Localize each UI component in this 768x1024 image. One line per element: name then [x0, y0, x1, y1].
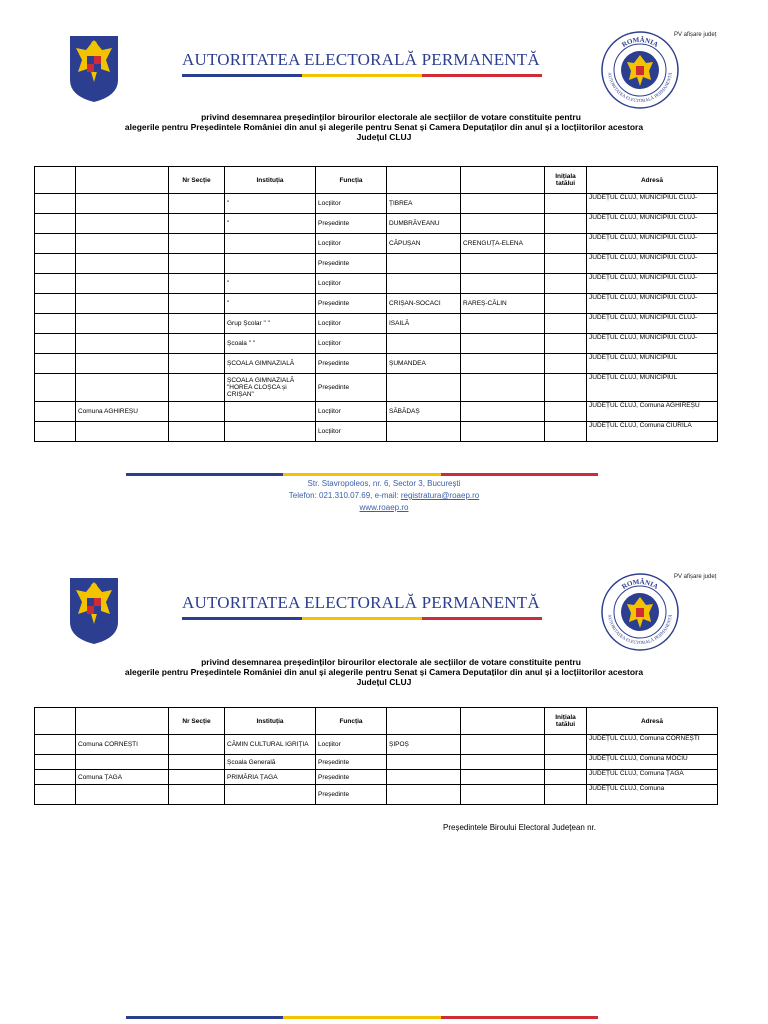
- column-header: Adresă: [587, 167, 718, 194]
- heading-line-1: privind desemnarea președinților birourilor electorale ale secțiilor de votare constituite pentru: [201, 657, 581, 667]
- table-cell: [35, 374, 76, 402]
- table-cell: JUDEȚUL CLUJ, MUNICIPIUL CLUJ-: [587, 234, 718, 254]
- table-row: [35, 274, 718, 294]
- column-header: Adresă: [587, 708, 718, 735]
- heading-line-2: alegerile pentru Președintele României din anul și alegerile pentru Senat și Camera Deputaților din anul și a locțiitorilor acestora: [124, 122, 644, 132]
- table-cell: [545, 214, 587, 234]
- table-row: [35, 294, 718, 314]
- footer-address: Str. Stavropoleos, nr. 6, Sector 3, București: [307, 479, 461, 488]
- heading-line-3: Județul CLUJ: [356, 132, 412, 142]
- table-cell: ȘIPOȘ: [387, 735, 461, 755]
- table-cell: [169, 334, 225, 354]
- table-cell: [169, 755, 225, 770]
- aep-seal-icon: [600, 572, 680, 652]
- table-cell: SĂBĂDAȘ: [387, 402, 461, 422]
- table-cell: ISAILĂ: [387, 314, 461, 334]
- table-cell: [76, 334, 169, 354]
- table-cell: JUDEȚUL CLUJ, Comuna ȚAGA: [587, 770, 718, 785]
- table-cell: Președinte: [316, 770, 387, 785]
- table-cell: [461, 402, 545, 422]
- table-cell: [76, 374, 169, 402]
- table-cell: JUDEȚUL CLUJ, MUNICIPIUL: [587, 374, 718, 402]
- table-cell: Locțiitor: [316, 274, 387, 294]
- column-header: Inițiala tatălui: [545, 708, 587, 735]
- table-cell: [545, 234, 587, 254]
- table-cell: [35, 214, 76, 234]
- table-row: [35, 314, 718, 334]
- table-cell: [545, 374, 587, 402]
- table-cell: Comuna CORNEȘTI: [76, 735, 169, 755]
- table-cell: [76, 254, 169, 274]
- table-cell: [225, 785, 316, 805]
- table-cell: [545, 254, 587, 274]
- table-cell: Locțiitor: [316, 314, 387, 334]
- table-cell: [387, 422, 461, 442]
- column-header: [76, 708, 169, 735]
- table-row: [35, 194, 718, 214]
- table-cell: ": [225, 274, 316, 294]
- table-header-row: [35, 708, 718, 735]
- table-cell: [461, 374, 545, 402]
- table-cell: Președinte: [316, 354, 387, 374]
- table-cell: [76, 354, 169, 374]
- table-cell: [461, 214, 545, 234]
- table-cell: [169, 214, 225, 234]
- table-cell: JUDEȚUL CLUJ, MUNICIPIUL CLUJ-: [587, 254, 718, 274]
- column-header: [461, 708, 545, 735]
- table-cell: JUDEȚUL CLUJ, MUNICIPIUL CLUJ-: [587, 274, 718, 294]
- table-cell: JUDEȚUL CLUJ, Comuna: [587, 785, 718, 805]
- table-cell: [545, 314, 587, 334]
- column-header: [387, 167, 461, 194]
- table-cell: [35, 354, 76, 374]
- svg-text:ROMÂNIA: [620, 36, 659, 49]
- table-cell: Președinte: [316, 294, 387, 314]
- table-cell: Președinte: [316, 374, 387, 402]
- table-cell: [169, 234, 225, 254]
- table-cell: [35, 735, 76, 755]
- table-cell: [76, 214, 169, 234]
- table-cell: [169, 402, 225, 422]
- table-cell: [545, 422, 587, 442]
- table-cell: [169, 254, 225, 274]
- table-cell: [545, 402, 587, 422]
- table-cell: Școala " ": [225, 334, 316, 354]
- footer-website-link[interactable]: www.roaep.ro: [359, 503, 409, 512]
- table-cell: [545, 755, 587, 770]
- table-cell: [35, 422, 76, 442]
- table-header-row: [35, 167, 718, 194]
- romania-coat-of-arms-icon: [68, 574, 120, 646]
- table-cell: JUDEȚUL CLUJ, MUNICIPIUL CLUJ-: [587, 214, 718, 234]
- column-header: [35, 708, 76, 735]
- table-cell: [169, 354, 225, 374]
- table-cell: [35, 755, 76, 770]
- table-cell: [169, 785, 225, 805]
- table-cell: [169, 194, 225, 214]
- aep-seal-icon: [600, 30, 680, 110]
- table-row: [35, 354, 718, 374]
- heading-line-3: Județul CLUJ: [356, 677, 412, 687]
- table-cell: [461, 785, 545, 805]
- table-cell: [76, 314, 169, 334]
- table-cell: Locțiitor: [316, 194, 387, 214]
- table-cell: [387, 785, 461, 805]
- table-cell: [169, 770, 225, 785]
- table-cell: [461, 334, 545, 354]
- svg-text:ROMÂNIA: [620, 578, 659, 591]
- document-heading: [0, 112, 768, 142]
- polling-stations-table-page-1: [34, 166, 718, 442]
- signature-label: Președintele Biroului Electoral Județean nr.: [443, 823, 596, 832]
- column-header: Nr Secție: [169, 708, 225, 735]
- column-header: [461, 167, 545, 194]
- table-row: [35, 735, 718, 755]
- table-cell: JUDEȚUL CLUJ, Comuna AGHIREȘU: [587, 402, 718, 422]
- table-cell: [461, 274, 545, 294]
- footer-contact: [0, 478, 768, 514]
- table-cell: [461, 254, 545, 274]
- table-row: [35, 755, 718, 770]
- table-cell: Grup Școlar " ": [225, 314, 316, 334]
- table-cell: [35, 334, 76, 354]
- table-cell: [225, 234, 316, 254]
- polling-stations-table-page-2: [34, 707, 718, 805]
- table-cell: [461, 354, 545, 374]
- table-cell: [76, 194, 169, 214]
- column-header: Funcția: [316, 167, 387, 194]
- column-header: Inițiala tatălui: [545, 167, 587, 194]
- table-cell: Președinte: [316, 785, 387, 805]
- table-cell: [76, 785, 169, 805]
- table-cell: JUDEȚUL CLUJ, MUNICIPIUL CLUJ-: [587, 334, 718, 354]
- tricolor-divider: [182, 617, 542, 620]
- tricolor-divider: [182, 74, 542, 77]
- table-cell: ": [225, 194, 316, 214]
- table-cell: [545, 785, 587, 805]
- table-cell: Președinte: [316, 214, 387, 234]
- table-cell: [225, 254, 316, 274]
- table-cell: [461, 770, 545, 785]
- column-header: Nr Secție: [169, 167, 225, 194]
- column-header: [35, 167, 76, 194]
- column-header: Instituția: [225, 167, 316, 194]
- table-cell: [169, 274, 225, 294]
- table-cell: Comuna ȚAGA: [76, 770, 169, 785]
- table-cell: [169, 374, 225, 402]
- table-cell: Președinte: [316, 254, 387, 274]
- heading-line-1: privind desemnarea președinților birourilor electorale ale secțiilor de votare constituite pentru: [201, 112, 581, 122]
- table-cell: [169, 422, 225, 442]
- romania-coat-of-arms-icon: [68, 32, 120, 104]
- table-cell: [387, 374, 461, 402]
- table-cell: [169, 294, 225, 314]
- table-row: [35, 214, 718, 234]
- heading-line-2: alegerile pentru Președintele României din anul și alegerile pentru Senat și Camera Deputaților din anul și a locțiitorilor acestora: [124, 667, 644, 677]
- table-cell: JUDEȚUL CLUJ, MUNICIPIUL: [587, 354, 718, 374]
- table-cell: JUDEȚUL CLUJ, Comuna CIURILA: [587, 422, 718, 442]
- table-cell: Locțiitor: [316, 402, 387, 422]
- table-cell: Locțiitor: [316, 735, 387, 755]
- table-cell: [35, 294, 76, 314]
- table-cell: [76, 274, 169, 294]
- seal-bottom-text: AUTORITATEA ELECTORALĂ PERMANENTĂ: [607, 72, 673, 104]
- table-cell: [545, 770, 587, 785]
- footer-tricolor-line: [126, 1016, 598, 1019]
- table-cell: CRENGUȚA-ELENA: [461, 234, 545, 254]
- table-cell: CĂPUȘAN: [387, 234, 461, 254]
- authority-title: AUTORITATEA ELECTORALĂ PERMANENTĂ: [182, 593, 540, 612]
- table-cell: [387, 770, 461, 785]
- table-row: [35, 334, 718, 354]
- footer-email-link[interactable]: registratura@roaep.ro: [400, 491, 480, 500]
- table-cell: [35, 274, 76, 294]
- pv-label: PV afișare județ: [674, 574, 717, 580]
- document-heading: [0, 657, 768, 687]
- table-cell: JUDEȚUL CLUJ, MUNICIPIUL CLUJ-: [587, 294, 718, 314]
- table-cell: DUMBRĂVEANU: [387, 214, 461, 234]
- footer-phone: Telefon: 021.310.07.69, e-mail:: [288, 491, 401, 500]
- table-cell: [461, 735, 545, 755]
- table-cell: [461, 194, 545, 214]
- table-cell: ȚIBREA: [387, 194, 461, 214]
- table-cell: [35, 770, 76, 785]
- table-cell: Locțiitor: [316, 334, 387, 354]
- table-cell: Școala Generală: [225, 755, 316, 770]
- column-header: Instituția: [225, 708, 316, 735]
- table-cell: [545, 334, 587, 354]
- table-cell: [461, 422, 545, 442]
- table-cell: JUDEȚUL CLUJ, MUNICIPIUL CLUJ-: [587, 194, 718, 214]
- table-cell: RAREȘ-CĂLIN: [461, 294, 545, 314]
- table-cell: [225, 422, 316, 442]
- table-row: [35, 234, 718, 254]
- table-cell: [76, 755, 169, 770]
- table-cell: Comuna AGHIREȘU: [76, 402, 169, 422]
- table-cell: ": [225, 214, 316, 234]
- column-header: Funcția: [316, 708, 387, 735]
- table-cell: [35, 785, 76, 805]
- authority-title: AUTORITATEA ELECTORALĂ PERMANENTĂ: [182, 50, 540, 69]
- table-cell: Președinte: [316, 755, 387, 770]
- table-cell: [76, 294, 169, 314]
- table-cell: Locțiitor: [316, 234, 387, 254]
- table-cell: ȘCOALA GIMNAZIALĂ "HOREA CLOȘCA și CRIȘAN": [225, 374, 316, 402]
- table-cell: JUDEȚUL CLUJ, Comuna MOCIU: [587, 755, 718, 770]
- table-cell: JUDEȚUL CLUJ, MUNICIPIUL CLUJ-: [587, 314, 718, 334]
- table-cell: [545, 294, 587, 314]
- seal-bottom-text: AUTORITATEA ELECTORALĂ PERMANENTĂ: [607, 614, 673, 646]
- table-cell: ": [225, 294, 316, 314]
- table-cell: [169, 314, 225, 334]
- table-cell: [545, 735, 587, 755]
- table-cell: [387, 274, 461, 294]
- table-cell: JUDEȚUL CLUJ, Comuna CORNEȘTI: [587, 735, 718, 755]
- table-cell: [545, 354, 587, 374]
- table-cell: ȘCOALA GIMNAZIALĂ: [225, 354, 316, 374]
- table-cell: [76, 234, 169, 254]
- table-cell: ȘUMANDEA: [387, 354, 461, 374]
- table-cell: [169, 735, 225, 755]
- seal-top-text: ROMÂNIA: [620, 577, 660, 591]
- table-cell: [35, 254, 76, 274]
- table-cell: CĂMIN CULTURAL IGRIȚIA: [225, 735, 316, 755]
- table-cell: PRIMĂRIA ȚAGA: [225, 770, 316, 785]
- column-header: [387, 708, 461, 735]
- table-row: [35, 402, 718, 422]
- table-cell: [461, 314, 545, 334]
- table-row: [35, 422, 718, 442]
- table-cell: [545, 274, 587, 294]
- table-cell: [35, 234, 76, 254]
- seal-top-text: ROMÂNIA: [620, 35, 660, 49]
- table-row: [35, 770, 718, 785]
- column-header: [76, 167, 169, 194]
- table-row: [35, 374, 718, 402]
- table-cell: [35, 194, 76, 214]
- table-row: [35, 254, 718, 274]
- table-row: [35, 785, 718, 805]
- table-cell: [387, 334, 461, 354]
- table-cell: [387, 254, 461, 274]
- pv-label: PV afișare județ: [674, 32, 717, 38]
- table-cell: CRIȘAN-SOCACI: [387, 294, 461, 314]
- table-cell: [76, 422, 169, 442]
- footer-tricolor-line: [126, 473, 598, 476]
- table-cell: [545, 194, 587, 214]
- table-cell: [387, 755, 461, 770]
- table-cell: [461, 755, 545, 770]
- table-cell: [35, 314, 76, 334]
- table-cell: [225, 402, 316, 422]
- table-cell: Locțiitor: [316, 422, 387, 442]
- table-cell: [35, 402, 76, 422]
